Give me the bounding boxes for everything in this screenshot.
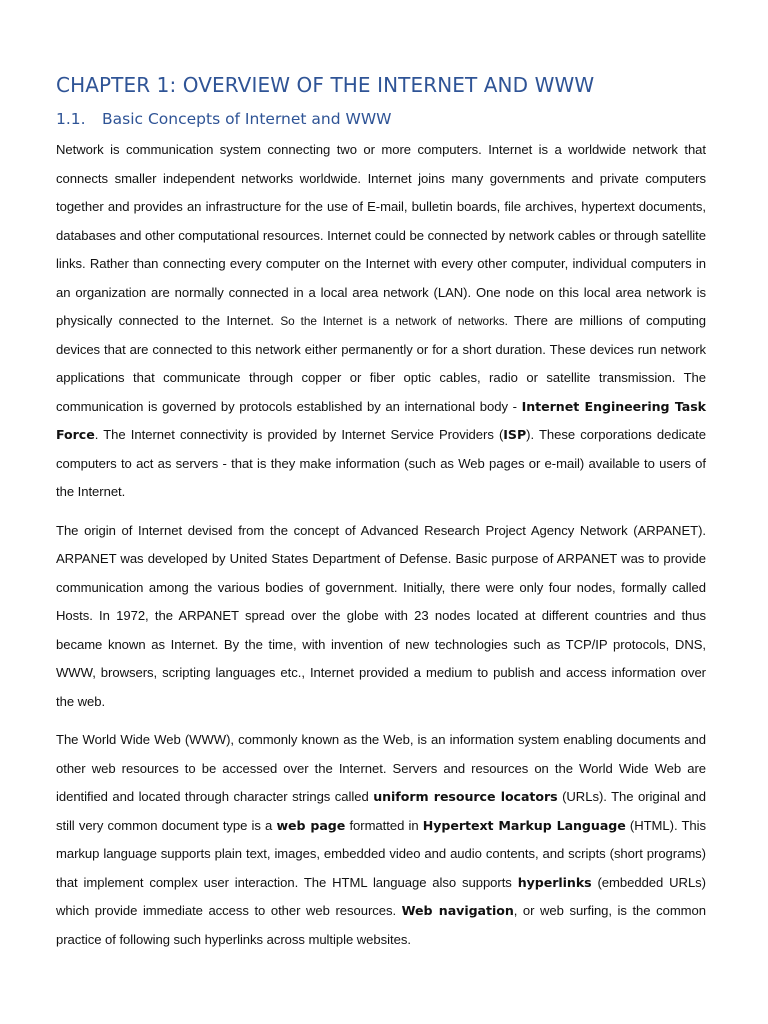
paragraph-www bbox=[56, 726, 706, 954]
text-run: , or web surfing, is the common practice of following such hyperlinks across multiple websites. bbox=[56, 903, 706, 947]
section-number: 1.1. bbox=[56, 110, 86, 128]
bold-term-url: uniform resource locators bbox=[373, 789, 558, 804]
section-title: Basic Concepts of Internet and WWW bbox=[102, 110, 392, 128]
text-run: (HTML). This markup language supports plain text, images, embedded video and audio contents, and scripts (short programs) that implement complex user interaction. The HTML language also supports bbox=[56, 817, 707, 890]
paragraph-arpanet: The origin of Internet devised from the concept of Advanced Research Project Agency Network (ARPANET). ARPANET was developed by United States Department of Defense. Basic purpose of ARPANET was to provide communication among the various bodies of government. Initially, there were only four nodes, formally called Hosts. In 1972, the ARPANET spread over the globe with 23 nodes located at different countries and thus became known as Internet. By the time, with invention of new technologies such as TCP/IP protocols, DNS, WWW, browsers, scripting languages etc., Internet provided a medium to publish and access information over the web. bbox=[56, 522, 706, 709]
text-run: There are millions of computing devices that are connected to this network either permanently or for a short duration. These devices run network applications that communicate through copper or fiber optic cables, radio or satellite transmission. The communication is governed by protocols established by an international body - bbox=[56, 313, 707, 414]
bold-term-isp: ISP bbox=[503, 427, 527, 442]
bold-term-web-navigation: Web navigation bbox=[401, 903, 514, 918]
section-heading bbox=[56, 108, 706, 130]
bold-term-html: Hypertext Markup Language bbox=[422, 817, 626, 833]
bold-term-hyperlinks: hyperlinks bbox=[517, 874, 592, 890]
text-run: formatted in bbox=[345, 817, 423, 833]
text-run-small: So the Internet is a network of networks. bbox=[280, 314, 508, 328]
bold-term-web-page: web page bbox=[276, 817, 346, 833]
text-run: ). These corporations dedicate computers to act as servers - that is they make information (such as Web pages or e-mail) available to users of the Internet. bbox=[56, 427, 706, 499]
text-run: (URLs). The original and still very common document type is a bbox=[56, 789, 706, 833]
text-run: . The Internet connectivity is provided by Internet Service Providers ( bbox=[94, 427, 504, 442]
text-run: The World Wide Web (WWW), commonly known as the Web, is an information system enabling documents and other web resources to be accessed over the Internet. Servers and resources on the World Wide Web are identified and located through character strings called bbox=[56, 732, 706, 804]
bold-term-ietf: Internet Engineering Task Force bbox=[56, 398, 706, 442]
paragraph-internet-basics bbox=[56, 136, 706, 507]
text-run: Network is communication system connecting two or more computers. Internet is a worldwide network that connects smaller independent networks worldwide. Internet joins many governments and private computers together and provides an infrastructure for the use of E-mail, bulletin boards, file archives, hypertext documents, databases and other computational resources. Internet could be connected by network cables or through satellite links. Rather than connecting every computer on the Internet with every other computer, individual computers in an organization are normally connected in a local area network (LAN). One node on this local area network is physically connected to the Internet. bbox=[56, 142, 706, 328]
document-page bbox=[56, 64, 706, 964]
text-run: (embedded URLs) which provide immediate access to other web resources. bbox=[56, 874, 706, 918]
chapter-title: CHAPTER 1: OVERVIEW OF THE INTERNET AND WWW bbox=[56, 73, 595, 97]
